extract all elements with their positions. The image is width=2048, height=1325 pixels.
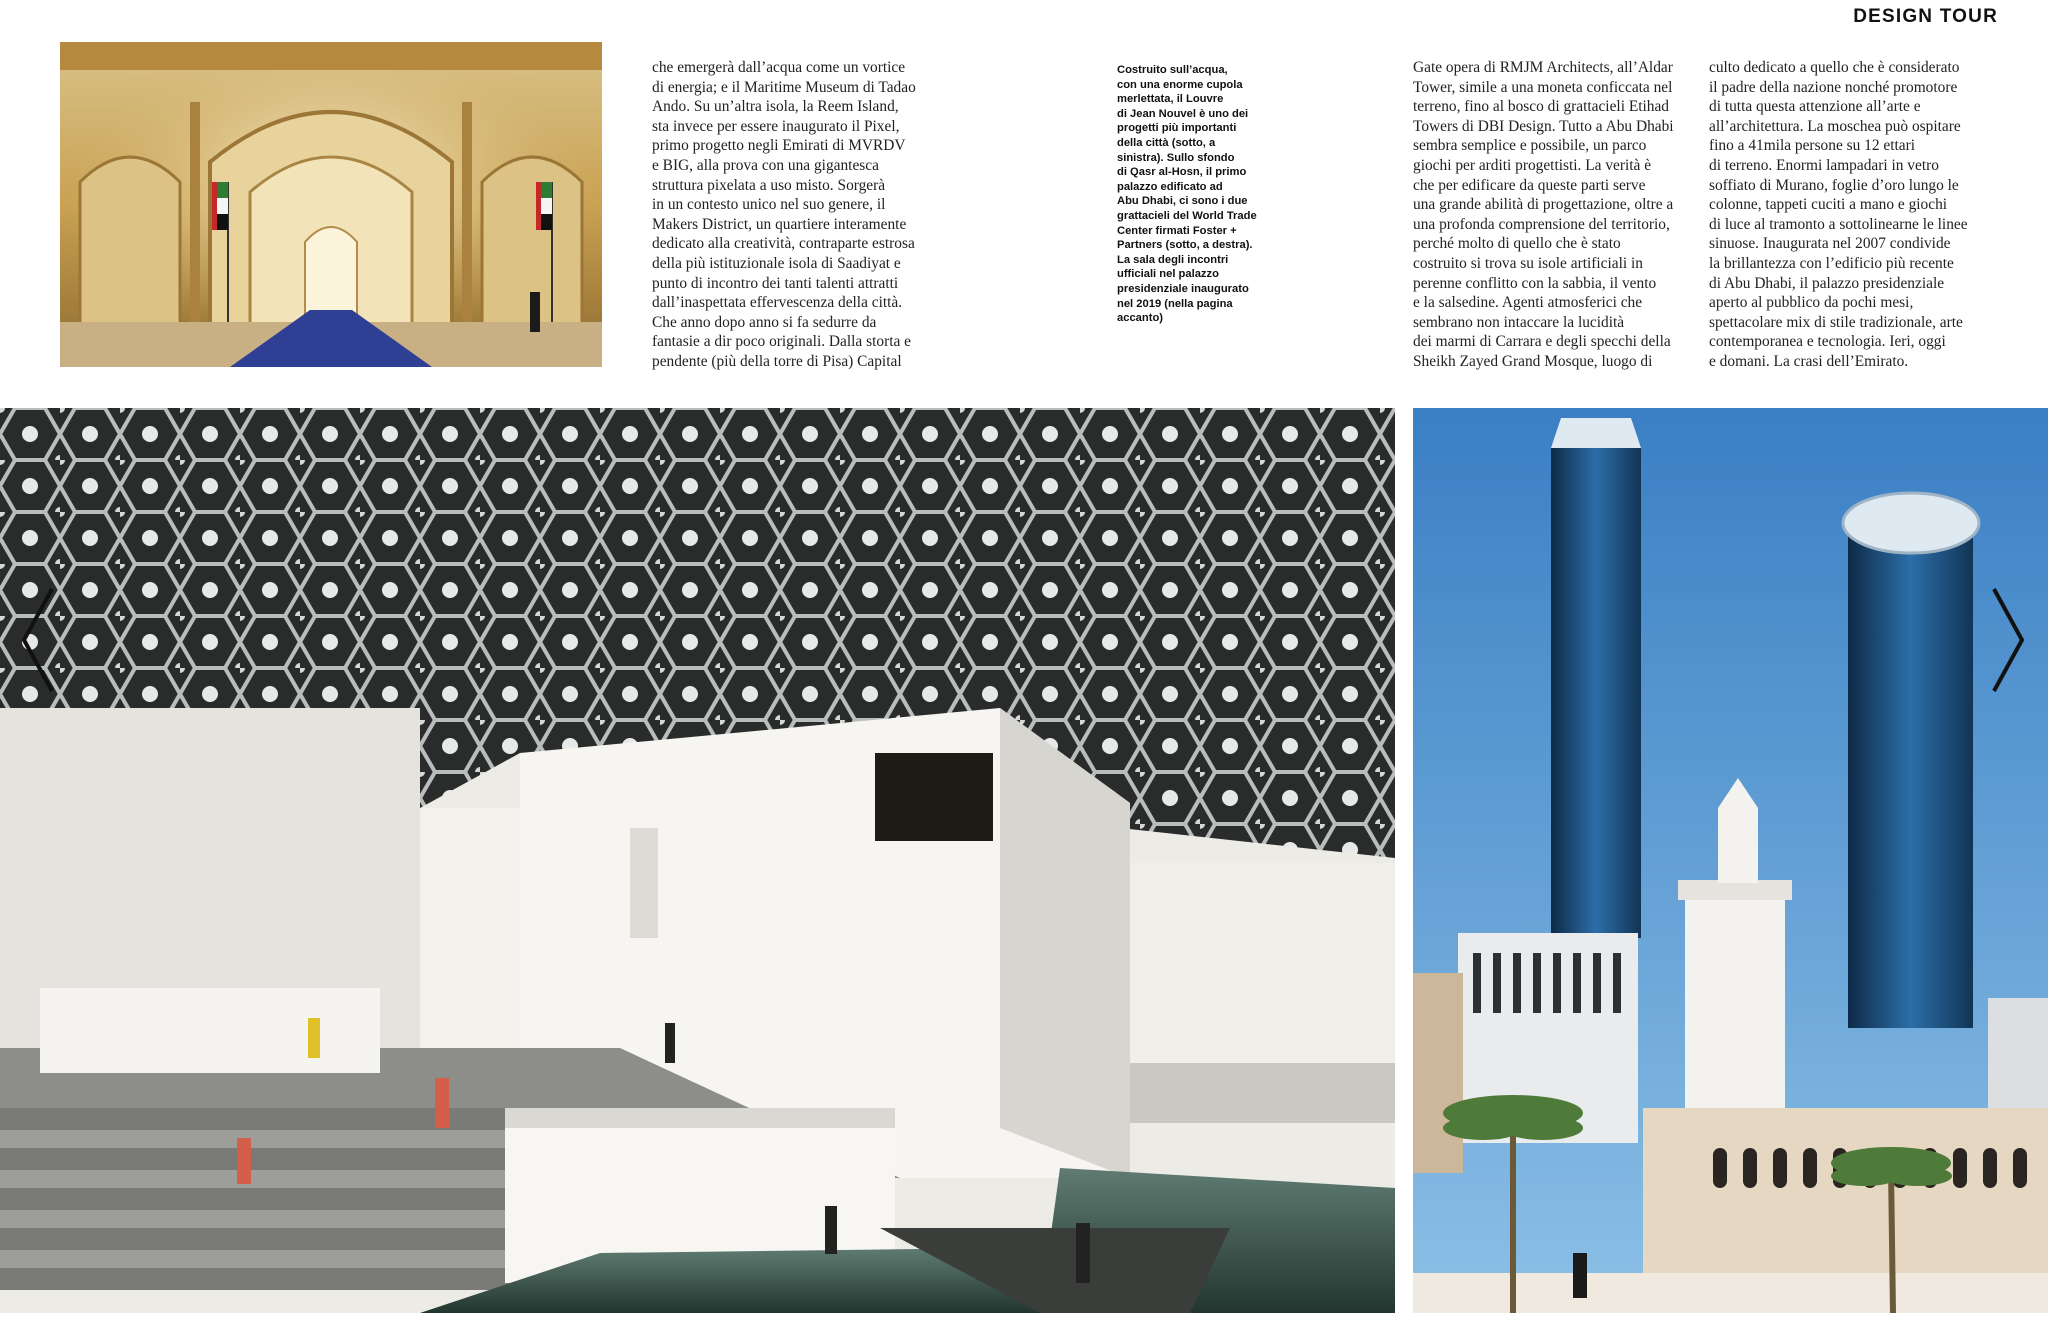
chevron-right-icon[interactable] xyxy=(1988,585,2028,695)
chevron-left-icon[interactable] xyxy=(18,585,58,695)
photo-caption: Costruito sull’acqua, con una enorme cupola merlettata, il Louvre di Jean Nouvel è uno dei progetti più importanti della città (sotto, a sinistra). Sullo sfondo di Qasr al-Hosn, il primo palazzo edificato ad Abu Dhabi, ci sono i due grattacieli del World Trade Center firmati Foster + Partners (sotto, a destra). La sala degli incontri ufficiali nel palazzo presidenziale inaugurato nel 2019 (nella pagina accanto) xyxy=(1117,64,1257,325)
louvre-abu-dhabi-photo xyxy=(0,408,1395,1313)
article-column-4: culto dedicato a quello che è considerato il padre della nazione nonché promotore di tutta questa attenzione all’arte e all’architettura. La moschea può ospitare fino a 41mila persone su 12 ettari di terreno. Enormi lampadari in vetro soffiato di Murano, foglie d’oro lungo le colonne, tappeti cuciti a mano e giochi di luce al tramonto a sottolinearne le linee sinuose. Inaugurata nel 2007 condivide la brillantezza con l’edificio più recente di Abu Dhabi, il palazzo presidenziale aperto al pubblico da pochi mesi, spettacolare mix di stile tradizionale, arte contemporanea e tecnologia. Ieri, oggi e domani. La crasi dell’Emirato. xyxy=(1709,59,1968,370)
article-column-3: Gate opera di RMJM Architects, all’Aldar Tower, simile a una moneta conficcata nel terreno, fino al bosco di grattacieli Etihad Towers di DBI Design. Tutto a Abu Dhabi sembra semplice e possibile, un parco giochi per arditi progettisti. La verità è che per edificare da queste parti serve una grande abilità di progettazione, oltre a una profonda comprensione del territorio, perché molto di quello che è stato costruito si trova su isole artificiali in perenne conflitto con la sabbia, il vento e la salsedine. Agenti atmosferici che sembrano non intaccare la lucidità dei marmi di Carrara e degli specchi della Sheikh Zayed Grand Mosque, luogo di xyxy=(1413,59,1674,370)
article-column-1: che emergerà dall’acqua come un vortice di energia; e il Maritime Museum di Tadao Ando. Su un’altra isola, la Reem Island, sta invece per essere inaugurato il Pixel, primo progetto negli Emirati di MVRDV e BIG, alla prova con una gigantesca struttura pixelata a uso misto. Sorgerà in un contesto unico nel suo genere, il Makers District, un quartiere interamente dedicato alla creatività, contraparte estrosa della più istituzionale isola di Saadiyat e punto di incontro dei tanti talenti attratti dall’inaspettata effervescenza della città. Che anno dopo anno si fa sedurre da fantasie a dir poco originali. Dalla storta e pendente (più della torre di Pisa) Capital xyxy=(652,59,916,370)
qasr-al-hosn-skyline-photo xyxy=(1413,408,2048,1313)
section-label: DESIGN TOUR xyxy=(1853,6,1998,27)
palace-hall-photo xyxy=(60,42,602,367)
